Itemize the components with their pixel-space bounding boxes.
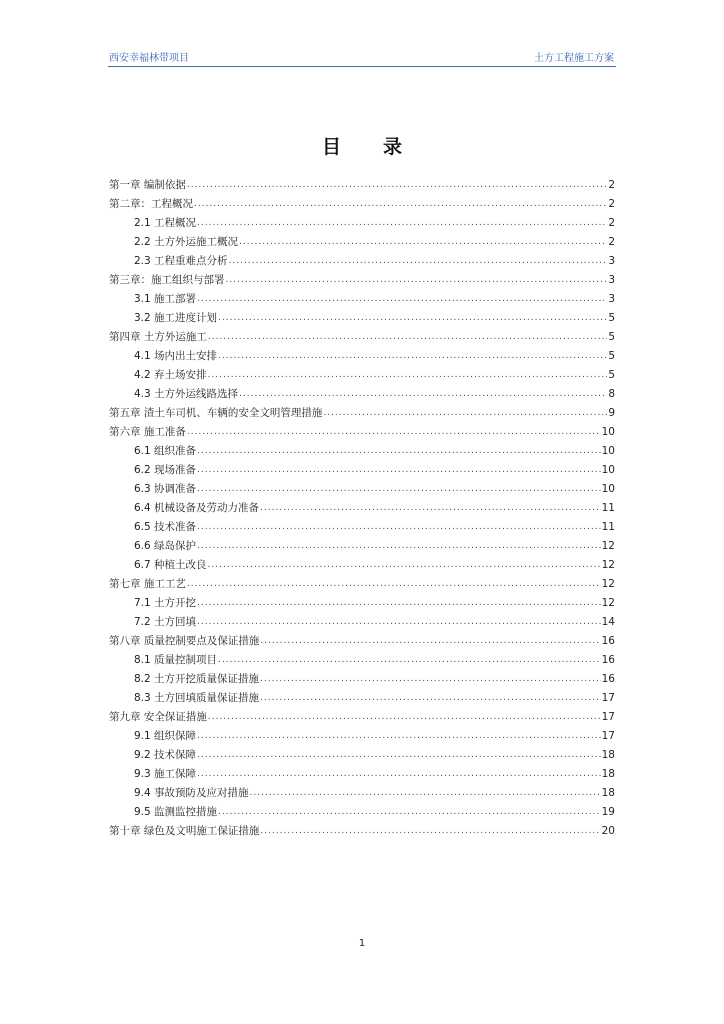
toc-entry-label: 9.5 监测监控措施 [134,806,218,818]
toc-entry-label: 9.2 技术保障 [134,749,197,761]
toc-dot-leader [208,708,601,727]
toc-entry-page: 18 [601,749,615,761]
toc-dot-leader [218,803,601,822]
toc-chapter-entry[interactable] [109,271,615,290]
toc-entry-label: 7.1 土方开挖 [134,597,197,609]
toc-entry-label: 第四章 土方外运施工 [109,331,207,343]
toc-entry-page: 10 [601,426,615,438]
toc-dot-leader [239,385,607,404]
page-header [108,52,616,67]
toc-entry-page: 11 [601,521,615,533]
toc-section-entry[interactable] [109,214,615,233]
toc-dot-leader [187,176,607,195]
toc-section-entry[interactable] [109,537,615,556]
toc-dot-leader [197,290,607,309]
toc-entry-page: 11 [601,502,615,514]
toc-dot-leader [197,442,601,461]
toc-section-entry[interactable] [109,765,615,784]
toc-section-entry[interactable] [109,461,615,480]
table-of-contents [109,176,615,841]
toc-dot-leader [218,309,607,328]
toc-entry-page: 10 [601,483,615,495]
toc-dot-leader [218,651,601,670]
toc-entry-label: 3.1 施工部署 [134,293,197,305]
toc-dot-leader [260,499,601,518]
toc-entry-label: 6.2 现场准备 [134,464,197,476]
toc-section-entry[interactable] [109,689,615,708]
toc-dot-leader [197,613,601,632]
toc-section-entry[interactable] [109,613,615,632]
toc-dot-leader [250,784,601,803]
toc-dot-leader [197,214,607,233]
toc-section-entry[interactable] [109,385,615,404]
toc-dot-leader [197,746,601,765]
toc-dot-leader [197,480,601,499]
toc-dot-leader [197,727,601,746]
toc-entry-label: 第五章 渣土车司机、车辆的安全文明管理措施 [109,407,323,419]
toc-entry-page: 3 [608,255,615,267]
toc-entry-label: 8.1 质量控制项目 [134,654,218,666]
toc-entry-page: 12 [601,578,615,590]
toc-entry-label: 4.3 土方外运线路选择 [134,388,239,400]
toc-entry-page: 2 [608,217,615,229]
toc-chapter-entry[interactable] [109,195,615,214]
toc-dot-leader [229,252,608,271]
toc-title: 目录 [321,136,444,158]
toc-section-entry[interactable] [109,347,615,366]
toc-entry-label: 6.7 种植土改良 [134,559,207,571]
toc-entry-page: 17 [601,692,615,704]
toc-section-entry[interactable] [109,556,615,575]
toc-entry-label: 第六章 施工准备 [109,426,186,438]
toc-entry-label: 8.3 土方回填质量保证措施 [134,692,260,704]
toc-entry-page: 19 [601,806,615,818]
toc-section-entry[interactable] [109,480,615,499]
toc-section-entry[interactable] [109,727,615,746]
toc-entry-page: 3 [608,274,615,286]
toc-entry-label: 6.1 组织准备 [134,445,197,457]
toc-section-entry[interactable] [109,803,615,822]
toc-entry-page: 5 [608,369,615,381]
toc-dot-leader [197,461,601,480]
toc-section-entry[interactable] [109,442,615,461]
toc-dot-leader [197,594,601,613]
toc-dot-leader [260,632,600,651]
toc-entry-label: 6.4 机械设备及劳动力准备 [134,502,260,514]
toc-section-entry[interactable] [109,499,615,518]
toc-entry-label: 第九章 安全保证措施 [109,711,207,723]
toc-dot-leader [260,670,601,689]
toc-entry-page: 17 [601,730,615,742]
toc-entry-page: 2 [608,198,615,210]
toc-section-entry[interactable] [109,290,615,309]
toc-entry-label: 第十章 绿色及文明施工保证措施 [109,825,260,837]
toc-dot-leader [194,195,607,214]
toc-section-entry[interactable] [109,309,615,328]
toc-entry-label: 2.1 工程概况 [134,217,197,229]
toc-section-entry[interactable] [109,594,615,613]
toc-entry-label: 9.3 施工保障 [134,768,197,780]
toc-section-entry[interactable] [109,233,615,252]
toc-entry-page: 10 [601,445,615,457]
toc-entry-page: 12 [601,559,615,571]
toc-entry-page: 9 [608,407,615,419]
toc-section-entry[interactable] [109,252,615,271]
toc-entry-label: 6.3 协调准备 [134,483,197,495]
toc-chapter-entry[interactable] [109,708,615,727]
toc-entry-page: 14 [601,616,615,628]
toc-entry-page: 2 [608,179,615,191]
toc-entry-page: 5 [608,350,615,362]
toc-entry-label: 2.3 工程重难点分析 [134,255,228,267]
toc-chapter-entry[interactable] [109,575,615,594]
toc-entry-label: 3.2 施工进度计划 [134,312,218,324]
toc-entry-label: 第八章 质量控制要点及保证措施 [109,635,260,647]
toc-entry-label: 6.5 技术准备 [134,521,197,533]
toc-entry-label: 第一章 编制依据 [109,179,186,191]
page-number: 1 [358,938,366,949]
toc-entry-page: 5 [608,331,615,343]
toc-entry-label: 4.1 场内出土安排 [134,350,218,362]
toc-dot-leader [197,537,601,556]
toc-dot-leader [208,328,607,347]
toc-entry-page: 3 [608,293,615,305]
toc-dot-leader [260,689,601,708]
header-document-title: 土方工程施工方案 [534,53,614,64]
toc-entry-page: 18 [601,768,615,780]
toc-dot-leader [187,423,601,442]
toc-chapter-entry[interactable] [109,328,615,347]
toc-entry-page: 16 [601,635,615,647]
toc-entry-page: 10 [601,464,615,476]
toc-dot-leader [323,404,607,423]
toc-entry-page: 12 [601,597,615,609]
toc-dot-leader [218,347,607,366]
toc-entry-page: 17 [601,711,615,723]
toc-entry-page: 18 [601,787,615,799]
toc-dot-leader [226,271,608,290]
toc-section-entry[interactable] [109,366,615,385]
toc-dot-leader [208,556,601,575]
toc-chapter-entry[interactable] [109,423,615,442]
toc-dot-leader [197,765,601,784]
toc-section-entry[interactable] [109,651,615,670]
toc-section-entry[interactable] [109,670,615,689]
toc-entry-page: 2 [608,236,615,248]
toc-entry-page: 12 [601,540,615,552]
toc-entry-label: 8.2 土方开挖质量保证措施 [134,673,260,685]
header-project-name: 西安幸福林带项目 [109,53,189,64]
toc-entry-label: 第二章：工程概况 [109,198,193,210]
toc-entry-label: 4.2 弃土场安排 [134,369,207,381]
toc-entry-label: 9.4 事故预防及应对措施 [134,787,249,799]
toc-chapter-entry[interactable] [109,404,615,423]
toc-section-entry[interactable] [109,518,615,537]
toc-dot-leader [239,233,607,252]
toc-entry-label: 2.2 土方外运施工概况 [134,236,239,248]
toc-chapter-entry[interactable] [109,632,615,651]
toc-entry-page: 8 [608,388,615,400]
toc-chapter-entry[interactable] [109,176,615,195]
toc-dot-leader [208,366,608,385]
toc-chapter-entry[interactable] [109,822,615,841]
toc-dot-leader [260,822,600,841]
toc-entry-page: 16 [601,654,615,666]
toc-entry-label: 第三章：施工组织与部署 [109,274,225,286]
toc-dot-leader [187,575,601,594]
toc-dot-leader [197,518,601,537]
toc-section-entry[interactable] [109,746,615,765]
toc-entry-label: 7.2 土方回填 [134,616,197,628]
toc-entry-page: 16 [601,673,615,685]
toc-entry-page: 20 [601,825,615,837]
toc-entry-page: 5 [608,312,615,324]
toc-entry-label: 6.6 绿岛保护 [134,540,197,552]
toc-entry-label: 9.1 组织保障 [134,730,197,742]
toc-entry-label: 第七章 施工工艺 [109,578,186,590]
toc-section-entry[interactable] [109,784,615,803]
